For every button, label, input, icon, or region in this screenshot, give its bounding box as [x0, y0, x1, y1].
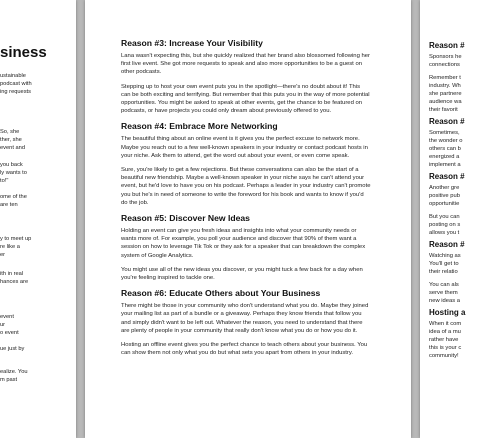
paragraph: Holding an event can give you fresh ideas and insights into what your community needs or wants more of. For example, you poll your audience and discover that 90% of them want a session on how to leverage Tik Tok or they ask for a speaker that can breakdown the complex system of Google Analytics. [121, 228, 366, 259]
section-heading-fragment: Reason # [429, 117, 465, 126]
text-line-fragment: You can als [429, 282, 459, 288]
text-line-fragment: positive pub [429, 193, 460, 199]
text-line-fragment: Another gre [429, 185, 460, 191]
paragraph: Stepping up to host your own event puts you in the spotlight—there's no doubt about it! This can be both exciting and terrifying. But remember that this puts you in the way of more potential opportunities. You might be asked to speak at other events, get the chance to be featured on podcasts, or have projects you could only dream about previously offered to you. [121, 83, 370, 115]
text-line-fragment: podcast with [0, 81, 32, 87]
paragraph: Lana wasn't expecting this, but she quickly realized that her brand also blossomed following her first live event. She got more requests to speak and also more opportunities to be a guest on other podcasts. [121, 53, 371, 76]
paragraph: The beautiful thing about an online event is it gives you the perfect excuse to network more. Maybe you reach out to a few well-known speakers in your industry or contact podcast hosts in your niche. Ask them to attend, get the word out about your event, or even come speak. [121, 136, 368, 159]
text-line-fragment: ly wants to [0, 170, 27, 176]
text-line-fragment: the wonder o [429, 138, 463, 144]
text-line-fragment: So, she [0, 129, 20, 135]
document-page-left [0, 0, 76, 438]
text-line-fragment: to!" [0, 178, 9, 184]
text-line-fragment: hances are [0, 279, 29, 285]
section-heading-fragment: Hosting a [429, 308, 466, 317]
text-line-fragment: er [0, 252, 6, 258]
page-body [121, 38, 371, 363]
text-line-fragment: audience wa [429, 99, 462, 105]
text-line-fragment: energized a [429, 154, 460, 160]
text-line-fragment: their favorit [429, 107, 458, 113]
page-heading-fragment: siness [0, 44, 47, 61]
text-line-fragment: allows you t [429, 230, 460, 236]
text-line-fragment: When it com [429, 321, 462, 327]
section-heading-fragment: Reason # [429, 172, 465, 181]
paragraph: You might use all of the new ideas you discover, or you might tuck a few back for a day when you're feeling inspired to tackle one. [121, 266, 363, 282]
text-line-fragment: ther, she [0, 137, 22, 143]
section-heading: Reason #5: Discover New Ideas [121, 213, 250, 224]
text-line-fragment: ur [0, 322, 6, 328]
text-line-fragment: their relatio [429, 269, 458, 275]
text-line-fragment: implement a [429, 162, 461, 168]
paragraph: Hosting an offline event gives you the perfect chance to teach others about your business. You can show them not only what you do but what sets you apart from others in your industry. [121, 342, 368, 357]
text-line-fragment: But you can [429, 214, 460, 220]
text-line-fragment: ome of the [0, 194, 27, 200]
text-line-fragment: m past [0, 377, 18, 383]
document-page-center [85, 0, 411, 438]
text-line-fragment: ith in real [0, 271, 24, 277]
text-line-fragment: ealize. You [0, 369, 28, 375]
text-line-fragment: idea of a mu [429, 329, 461, 335]
text-line-fragment: Sometimes, [429, 130, 460, 136]
text-line-fragment: this is your c [429, 345, 462, 351]
paragraph: Sure, you're likely to get a few rejections. But these conversations can also be the start of a beautiful new friendship. Maybe a well-known speaker in your niche says he can't attend your event, but he'd love to have you on his podcast. Perhaps a leader in your industry can't promote you but he's in need of someone to write the foreword for his book and wants to know if you'd do the job. [121, 167, 371, 206]
text-line-fragment: new ideas a [429, 298, 460, 304]
text-line-fragment: Remember t [429, 75, 461, 81]
page-body-right [429, 38, 500, 360]
section-heading: Reason #4: Embrace More Networking [121, 121, 278, 132]
text-line-fragment: Sponsors he [429, 54, 462, 60]
text-line-fragment: serve them [429, 290, 458, 296]
text-line-fragment: Watching as [429, 253, 461, 259]
paragraph: There might be those in your community who don't understand what you do. Maybe they joined your mailing list as part of a bundle or a giveaway. Perhaps they know friends that follow you and simply didn't want to be left out. Whatever the reason, you need to understand that there are plenty of people in your community that really don't know what you do or how you do it. [121, 303, 369, 334]
text-line-fragment: are ten [0, 202, 18, 208]
text-line-fragment: you back [0, 162, 23, 168]
text-line-fragment: You'll get to [429, 261, 459, 267]
text-line-fragment: event and [0, 145, 25, 151]
text-line-fragment: she partnere [429, 91, 462, 97]
section-heading-fragment: Reason # [429, 240, 465, 249]
document-page-right [420, 0, 500, 438]
text-line-fragment: rather have [429, 337, 459, 343]
section-heading: Reason #6: Educate Others about Your Business [121, 288, 321, 299]
text-line-fragment: o event [0, 330, 19, 336]
text-line-fragment: connections [429, 62, 460, 68]
text-line-fragment: opportunitie [429, 201, 460, 207]
text-line-fragment: ustainable [0, 73, 26, 79]
section-heading: Reason #3: Increase Your Visibility [121, 38, 263, 48]
text-line-fragment: posting on s [429, 222, 461, 228]
text-line-fragment: industry. Wh [429, 83, 461, 89]
text-line-fragment: community! [429, 353, 459, 359]
text-line-fragment: ing requests [0, 89, 31, 95]
text-line-fragment: event [0, 314, 14, 320]
section-heading-fragment: Reason # [429, 41, 465, 50]
text-line-fragment: re like a [0, 244, 20, 250]
text-line-fragment: y to meet up [0, 236, 32, 242]
text-line-fragment: others can b [429, 146, 461, 152]
text-line-fragment: ue just by [0, 346, 25, 352]
